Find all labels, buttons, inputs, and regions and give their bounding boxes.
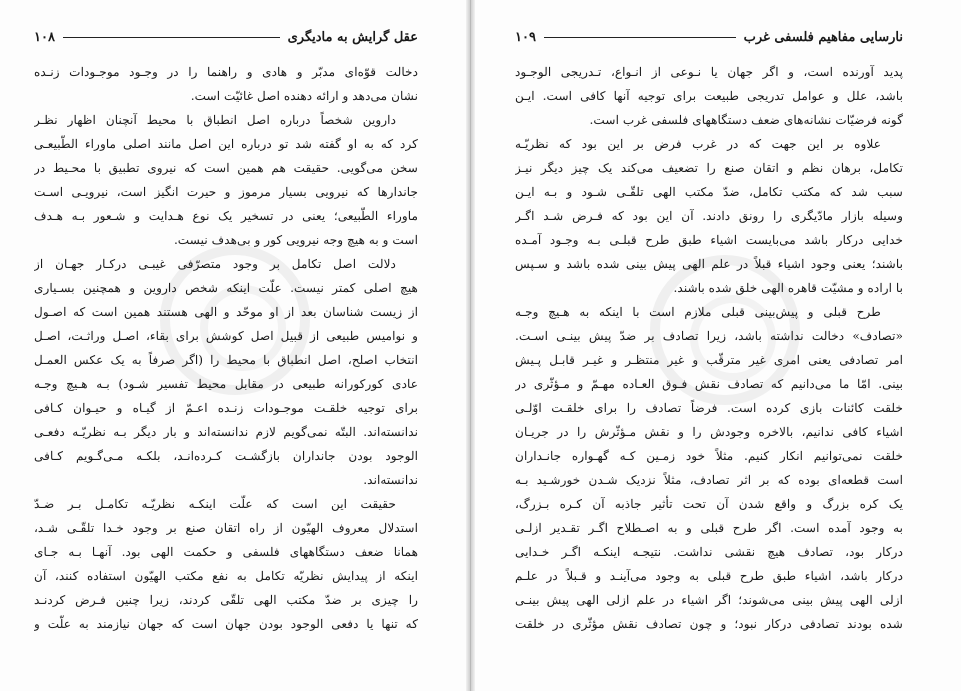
text-line: ندانسته‌اند.	[363, 473, 418, 487]
text-line: است قطعه‌ای بوده که بر اثر تصادف، مثلاً نزدیک شـدن خورشـید بـه	[515, 473, 903, 487]
right-page	[475, 0, 961, 691]
text-line: و نوامیس طبیعی از قبیل اصل کوشش برای بقاء، اصـل وراثـت، اصـل	[34, 329, 418, 343]
text-line: «تصادف» دخالت نداشته باشد، زیرا تصادف بر ضدّ پیش بینـی اسـت.	[515, 329, 903, 343]
left-page-header	[34, 26, 418, 48]
text-line: اشیاء کافی ندانیم، بالاخره وجودش را و نقش مـؤثّرش را در جریـان	[515, 425, 903, 439]
header-rule	[63, 37, 280, 38]
left-page	[0, 0, 466, 691]
text-line: سخن می‌گویی. حقیقت هم همین است که نیروی تطبیق با محـیط در	[34, 161, 418, 175]
text-line: خلقت نمی‌توانیم انکار کنیم. مثلاً خود زمـین کـه گهـواره جانـداران	[515, 449, 903, 463]
text-line: باشند؛ یعنی وجود اشیاء قبلاً در علم الهی پیش بینی شده باشد و سـپس	[515, 257, 903, 271]
text-line: جاندارها که نیرویی بسیار مرموز و حیرت انگیز است، نیرویـی اسـت	[34, 185, 418, 199]
text-line: انتخاب اصلح، اصل انطباق با محیط را (اگر صرفاً به یک عکس العمـل	[34, 353, 418, 367]
text-line: همانا ضعف دستگاههای فلسفی و حکمت الهی بود. آنهـا بـه جـای	[34, 545, 418, 559]
text-line: با اراده و مشیّت قاهره الهی خلق شده باشند.	[673, 281, 903, 295]
text-line: حقیقت این است که علّت اینکـه نظریّـه تکامـل بـر ضـدّ	[34, 497, 396, 511]
text-line: خلقت کائنات بازی کرده است. فرضاً تصادف را برای خلقـت اوّلـی	[515, 401, 903, 415]
text-line: از زیست شناسان بعد از او موحّد و الهی هستند همین است که اصـول	[34, 305, 418, 319]
text-line: را چیزی بر ضدّ مکتب الهی تلقّی کردند، زیرا چنین فـرض کردنـد	[34, 593, 418, 607]
text-line: دلالت اصل تکامل بر وجود متصرّفی غیبـی درکـار جهـان از	[34, 257, 396, 271]
text-line: الوجود بودن جانداران بازگشـت کـرده‌انـد، بلکـه مـی‌گـویم کـافی	[34, 449, 418, 463]
text-line: که تنها یا دفعی الوجود بودن جهان است که جهان نیازمند به علّت و	[34, 617, 418, 631]
text-line: درکار بود، تصادف هیچ نقشی نداشت. نتیجـه اینکـه اگـر خـدایی	[515, 545, 903, 559]
text-line: استدلال معروف الهیّون از راه اتقان صنع بر وجود خـدا تلقّـی شـد،	[34, 521, 418, 535]
text-line: درکار باشد، اشیاء طبق طرح قبلی به وجود می‌آینـد و قـبلاً در علـم	[515, 569, 903, 583]
right-page-header	[515, 26, 903, 48]
text-line: ماوراء الطّبیعی؛ یعنی در تسخیر یک نوع هـدایت و شـعور بـه هـدف	[34, 209, 418, 223]
text-line: یک کره بزرگ و واقع شدن آن تحت تأثیر جاذبه آن کـره بـزرگ،	[515, 497, 903, 511]
text-line: ندانسته‌اند. البتّه نمی‌گویم لازم ندانسته‌اند و بار دیگر بـه نظریّـه دفعـی	[34, 425, 418, 439]
text-line: شده بودند تصادفی درکار نبود؛ و چون تصادف نقش مؤثّری در خلقت	[515, 617, 903, 631]
text-line: عادی کورکورانه طبیعی در مقابل محیط تفسیر شـود) بـه هـیچ وجـه	[34, 377, 418, 391]
text-line: تکامل، برهان نظم و اتقان صنع را تضعیف می‌کند یک چیز دیگر نیـز	[515, 161, 903, 175]
text-line: اینکه از پیدایش نظریّه تکامل به نفع مکتب الهیّون استفاده کنند، آن	[34, 569, 418, 583]
left-page-number: ۱۰۸	[34, 29, 55, 45]
left-running-title: عقل گرایش به مادیگری	[287, 29, 418, 45]
text-line: وسیله بازار مادّیگری را رونق دادند. آن این بود که فـرض شـد اگـر	[515, 209, 903, 223]
right-running-title: نارسایی مفاهیم فلسفی غرب	[743, 29, 903, 45]
text-line: علاوه بر این جهت که در غرب فرض بر این بود که نظریّـه	[515, 137, 881, 151]
text-line: دخالت قوّه‌ای مدبّر و هادی و راهنما را در وجـود موجـودات زنـده	[34, 65, 418, 79]
text-line: کرد که به او گفته شد تو درباره این اصل مانند اصلی ماوراء الطّبیعـی	[34, 137, 418, 151]
book-gutter	[466, 0, 475, 691]
right-body-text	[515, 60, 903, 636]
text-line: است و به هیچ وجه نیرویی کور و بی‌هدف نیست.	[173, 233, 418, 247]
text-line: به وجود آمده است. اگر طرح قبلی و به اصـطلاح اگـر تقـدیر ازلـی	[515, 521, 903, 535]
text-line: نشان می‌دهد و ارائه دهنده اصل غائیّت است.	[190, 89, 418, 103]
text-line: گونه فرضیّات نشانه‌های ضعف دستگاههای فلسفی غرب است.	[589, 113, 903, 127]
left-body-text	[34, 60, 418, 636]
text-line: هیچ اصلی کمتر نیست. علّت اینکه شخص داروین و همچنین بسـیاری	[34, 281, 418, 295]
header-rule	[544, 37, 736, 38]
right-page-number: ۱۰۹	[515, 29, 536, 45]
text-line: سبب شد که مکتب تکامل، ضدّ مکتب الهی تلقّـی شـود و بـه ایـن	[515, 185, 903, 199]
text-line: ازلی الهی پیش بینی می‌شوند؛ اگر اشیاء در علم ازلی الهی پیش بینـی	[515, 593, 903, 607]
text-line: بینی. امّا ما می‌دانیم که تصادف نقش فـوق العـاده مهـمّ و مـؤثّری در	[515, 377, 903, 391]
text-line: برای توجیه خلقـت موجـودات زنـده اعـمّ از گیـاه و حیـوان کـافی	[34, 401, 418, 415]
text-line: داروین شخصاً درباره اصل انطباق با محیط آنچنان اظهار نظـر	[34, 113, 396, 127]
text-line: امر تصادفی یعنی امری غیر مترقّب و غیر منتظـر و غیـر قابـل پـیش	[515, 353, 903, 367]
text-line: پدید آورنده است، و اگر جهان یا نـوعی از انـواع، تـدریجی الوجـود	[515, 65, 903, 79]
text-line: باشد، علل و عوامل تدریجی طبیعت برای توجیه آنها کافی است. ایـن	[515, 89, 903, 103]
text-line: طرح قبلی و پیش‌بینی قبلی ملازم است با اینکه به هـیچ وجـه	[515, 305, 881, 319]
text-line: خدایی درکار باشد می‌بایست اشیاء طبق طرح قبلـی بـه وجـود آمـده	[515, 233, 903, 247]
